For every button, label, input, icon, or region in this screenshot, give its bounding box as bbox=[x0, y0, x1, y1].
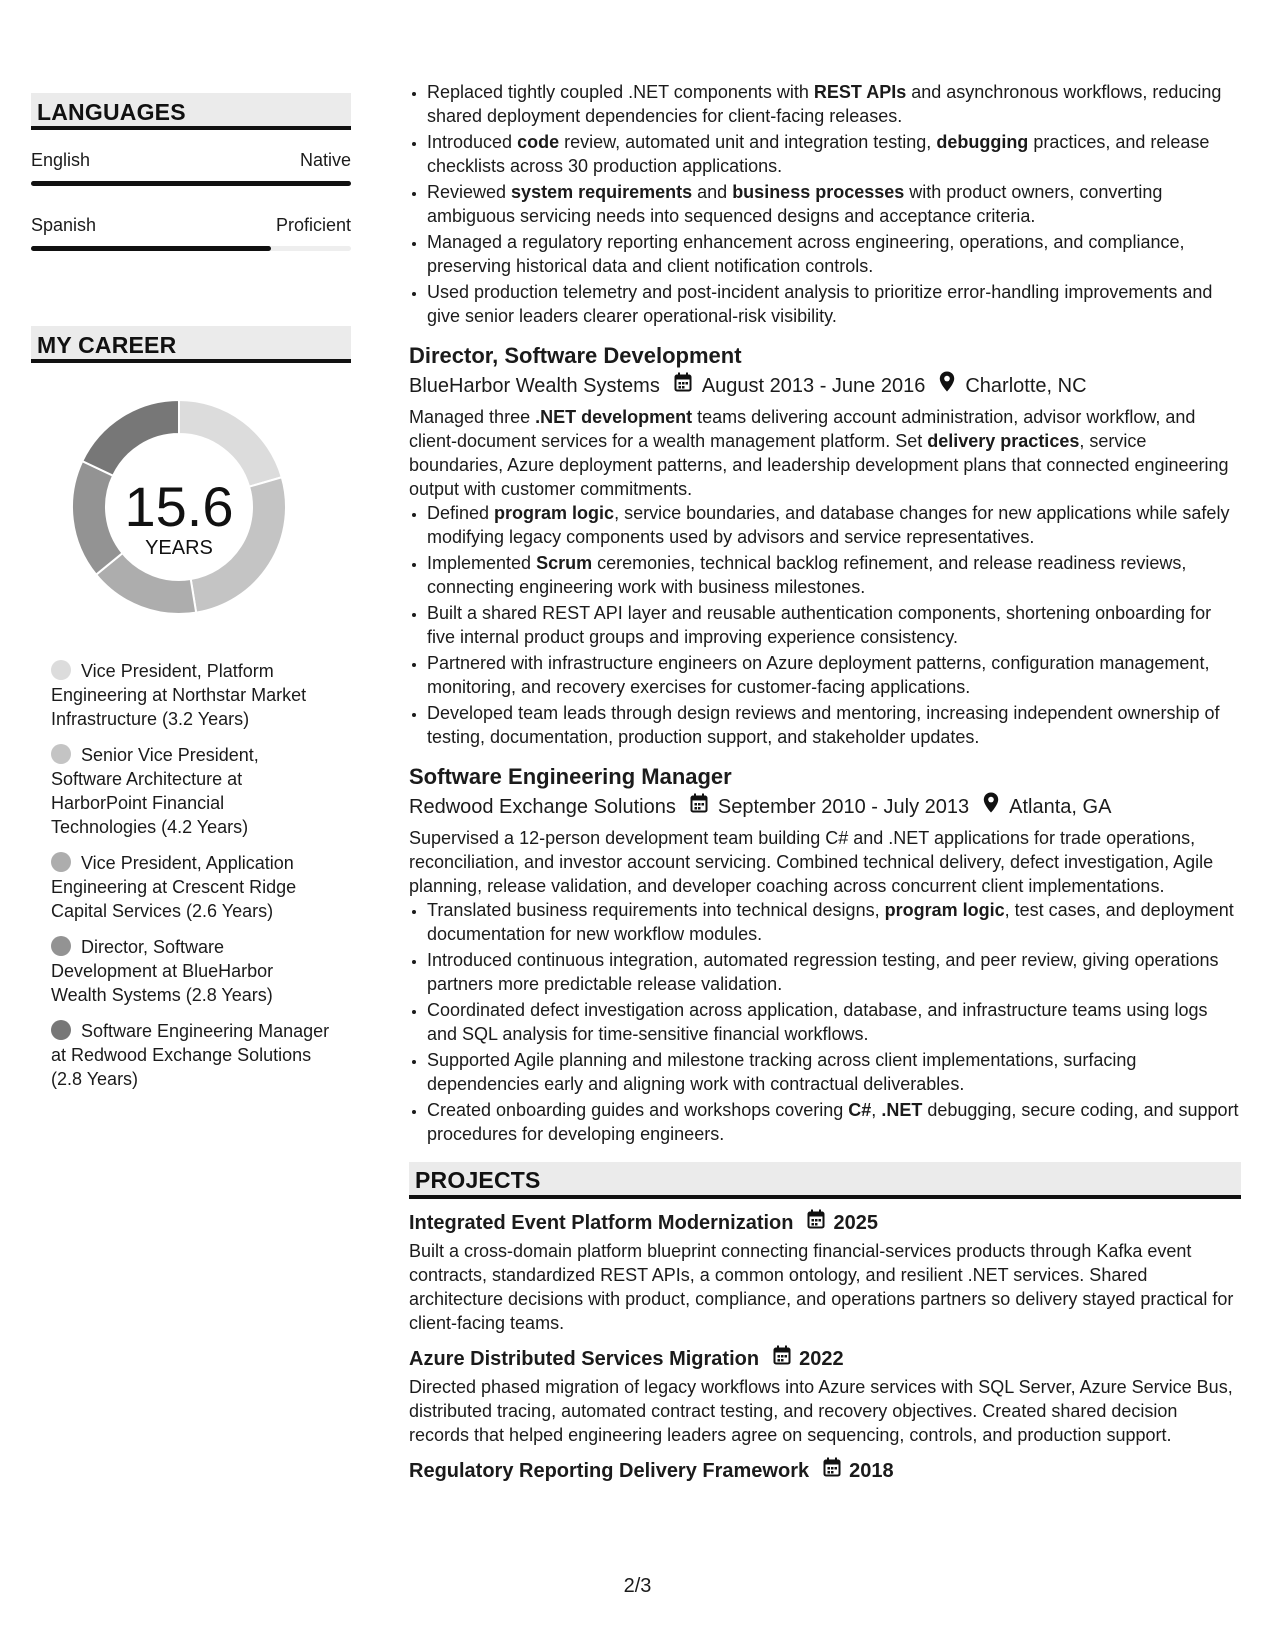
company-name: BlueHarbor Wealth Systems bbox=[409, 374, 660, 397]
main-content bbox=[409, 80, 1239, 1485]
career-total-unit: YEARS bbox=[145, 537, 213, 559]
career-legend-label: Senior Vice President, Software Architecture at HarborPoint Financial Technologies (4.2 Years) bbox=[51, 745, 259, 837]
project-description: Built a cross-domain platform blueprint connecting financial-services products through Kafka event contracts, standardized REST APIs, a common ontology, and resilient .NET services. Shared architecture decisions with product, compliance, and operations partners so delivery stayed practical for client-facing teams. bbox=[409, 1241, 1234, 1333]
job-dates: August 2013 - June 2016 bbox=[701, 374, 926, 397]
project-year: 2025 bbox=[833, 1212, 878, 1234]
project-entry bbox=[409, 1457, 1239, 1485]
list-item: • Created onboarding guides and workshops covering C#, .NET debugging, secure coding, and support procedures for developing engineers. bbox=[427, 1098, 1239, 1146]
list-item: • Coordinated defect investigation across application, database, and infrastructure teams using logs and SQL analysis for time-sensitive financial workflows. bbox=[427, 998, 1239, 1046]
language-name: English bbox=[31, 150, 91, 170]
job-bullets bbox=[409, 898, 1239, 1146]
list-item: • Replaced tightly coupled .NET components with REST APIs and asynchronous workflows, reducing shared deployment dependencies for client-facing releases. bbox=[427, 80, 1239, 128]
project-year: 2022 bbox=[799, 1348, 844, 1370]
job-entry bbox=[409, 763, 1239, 1146]
list-item: • Managed a regulatory reporting enhancement across engineering, operations, and compliance, preserving historical data and client notification controls. bbox=[427, 230, 1239, 278]
project-year: 2018 bbox=[849, 1460, 894, 1482]
calendar-icon bbox=[807, 1209, 825, 1237]
location-pin-icon bbox=[939, 371, 955, 400]
career-legend-label: Vice President, Platform Engineering at Northstar Market Infrastructure (3.2 Years) bbox=[51, 661, 307, 729]
language-bar-fill bbox=[31, 181, 351, 186]
list-item: • Developed team leads through design reviews and mentoring, increasing independent ownership of testing, documentation, production support, and stakeholder updates. bbox=[427, 701, 1239, 749]
list-item: • Translated business requirements into technical designs, program logic, test cases, and deployment documentation for new workflow modules. bbox=[427, 898, 1239, 946]
language-name: Spanish bbox=[31, 215, 97, 235]
career-donut-chart bbox=[31, 391, 351, 641]
projects-heading: PROJECTS bbox=[409, 1162, 1241, 1199]
project-title: Integrated Event Platform Modernization bbox=[409, 1212, 794, 1234]
list-item: • Defined program logic, service boundaries, and database changes for new applications while safely modifying legacy components used by advisors and service representatives. bbox=[427, 501, 1239, 549]
calendar-icon bbox=[773, 1345, 791, 1373]
legend-dot-icon bbox=[51, 660, 71, 680]
list-item: • Built a shared REST API layer and reusable authentication components, shortening onboarding for five internal product groups and improving experience consistency. bbox=[427, 601, 1239, 649]
project-entry bbox=[409, 1345, 1239, 1447]
language-bar bbox=[31, 246, 351, 251]
list-item: • Used production telemetry and post-incident analysis to prioritize error-handling improvements and give senior leaders clearer operational-risk visibility. bbox=[427, 280, 1239, 328]
job-description: Supervised a 12-person development team building C# and .NET applications for trade operations, reconciliation, and investor account servicing. Combined technical delivery, defect investigation, Agile planning, release validation, and developer coaching across concurrent client implementations. bbox=[409, 828, 1214, 896]
career-legend-label: Vice President, Application Engineering at Crescent Ridge Capital Services (2.6 Years) bbox=[51, 853, 297, 921]
language-bar-fill bbox=[31, 246, 271, 251]
job-title: Director, Software Development bbox=[409, 343, 742, 368]
career-total-value: 15.6 bbox=[124, 475, 234, 538]
career-donut-segment bbox=[179, 400, 282, 487]
job-location: Charlotte, NC bbox=[965, 374, 1087, 397]
job-entry bbox=[409, 342, 1239, 749]
career-legend-label: Director, Software Development at BlueHarbor Wealth Systems (2.8 Years) bbox=[51, 937, 274, 1005]
career-legend-item bbox=[51, 659, 331, 731]
list-item: • Partnered with infrastructure engineers on Azure deployment patterns, configuration management, monitoring, and recovery exercises for customer-facing applications. bbox=[427, 651, 1239, 699]
legend-dot-icon bbox=[51, 744, 71, 764]
language-bar bbox=[31, 181, 351, 186]
career-donut-segment bbox=[82, 400, 179, 476]
languages-heading: LANGUAGES bbox=[31, 93, 351, 130]
project-description: Directed phased migration of legacy workflows into Azure services with SQL Server, Azure Service Bus, distributed tracing, automated contract testing, and recovery objectives. Created shared decision records that helped engineering leaders agree on sequencing, controls, and production support. bbox=[409, 1377, 1233, 1445]
legend-dot-icon bbox=[51, 1020, 71, 1040]
calendar-icon bbox=[690, 793, 708, 821]
job-description: Managed three .NET development teams delivering account administration, advisor workflow, and client-document services for a wealth management platform. Set delivery practices, service boundaries, Azure deployment patterns, and leadership development plans that connected engineering output with customer commitments. bbox=[409, 407, 1229, 499]
career-heading: MY CAREER bbox=[31, 326, 351, 363]
list-item: • Introduced continuous integration, automated regression testing, and peer review, giving operations partners more predictable release validation. bbox=[427, 948, 1239, 996]
project-title: Regulatory Reporting Delivery Framework bbox=[409, 1460, 810, 1482]
legend-dot-icon bbox=[51, 936, 71, 956]
job-title: Software Engineering Manager bbox=[409, 764, 732, 789]
list-item: • Implemented Scrum ceremonies, technical backlog refinement, and release readiness reviews, connecting engineering work with business milestones. bbox=[427, 551, 1239, 599]
page-number: 2/3 bbox=[623, 1575, 652, 1597]
job-bullets bbox=[409, 501, 1239, 749]
career-legend-label: Software Engineering Manager at Redwood Exchange Solutions (2.8 Years) bbox=[51, 1021, 330, 1089]
career-legend-item bbox=[51, 1019, 331, 1091]
project-entry bbox=[409, 1209, 1239, 1335]
list-item: • Reviewed system requirements and business processes with product owners, converting ambiguous servicing needs into sequenced designs and acceptance criteria. bbox=[427, 180, 1239, 228]
project-title: Azure Distributed Services Migration bbox=[409, 1348, 760, 1370]
language-level: Proficient bbox=[275, 215, 351, 235]
job-location: Atlanta, GA bbox=[1009, 795, 1112, 818]
previous-role-bullets bbox=[409, 80, 1239, 328]
list-item: • Supported Agile planning and milestone tracking across client implementations, surfacing dependencies early and aligning work with contractual deliverables. bbox=[427, 1048, 1239, 1096]
company-name: Redwood Exchange Solutions bbox=[409, 795, 676, 818]
list-item: • Introduced code review, automated unit and integration testing, debugging practices, and release checklists across 30 production applications. bbox=[427, 130, 1239, 178]
language-item bbox=[31, 150, 351, 186]
job-dates: September 2010 - July 2013 bbox=[717, 795, 970, 818]
calendar-icon bbox=[823, 1457, 841, 1485]
legend-dot-icon bbox=[51, 852, 71, 872]
language-level: Native bbox=[299, 150, 351, 170]
sidebar bbox=[31, 93, 351, 1103]
career-legend-item bbox=[51, 743, 331, 839]
career-legend-item bbox=[51, 851, 331, 923]
career-legend-item bbox=[51, 935, 331, 1007]
career-legend bbox=[31, 659, 351, 1091]
location-pin-icon bbox=[983, 792, 999, 821]
career-donut-segment bbox=[72, 461, 122, 575]
language-item bbox=[31, 215, 351, 251]
calendar-icon bbox=[674, 372, 692, 400]
